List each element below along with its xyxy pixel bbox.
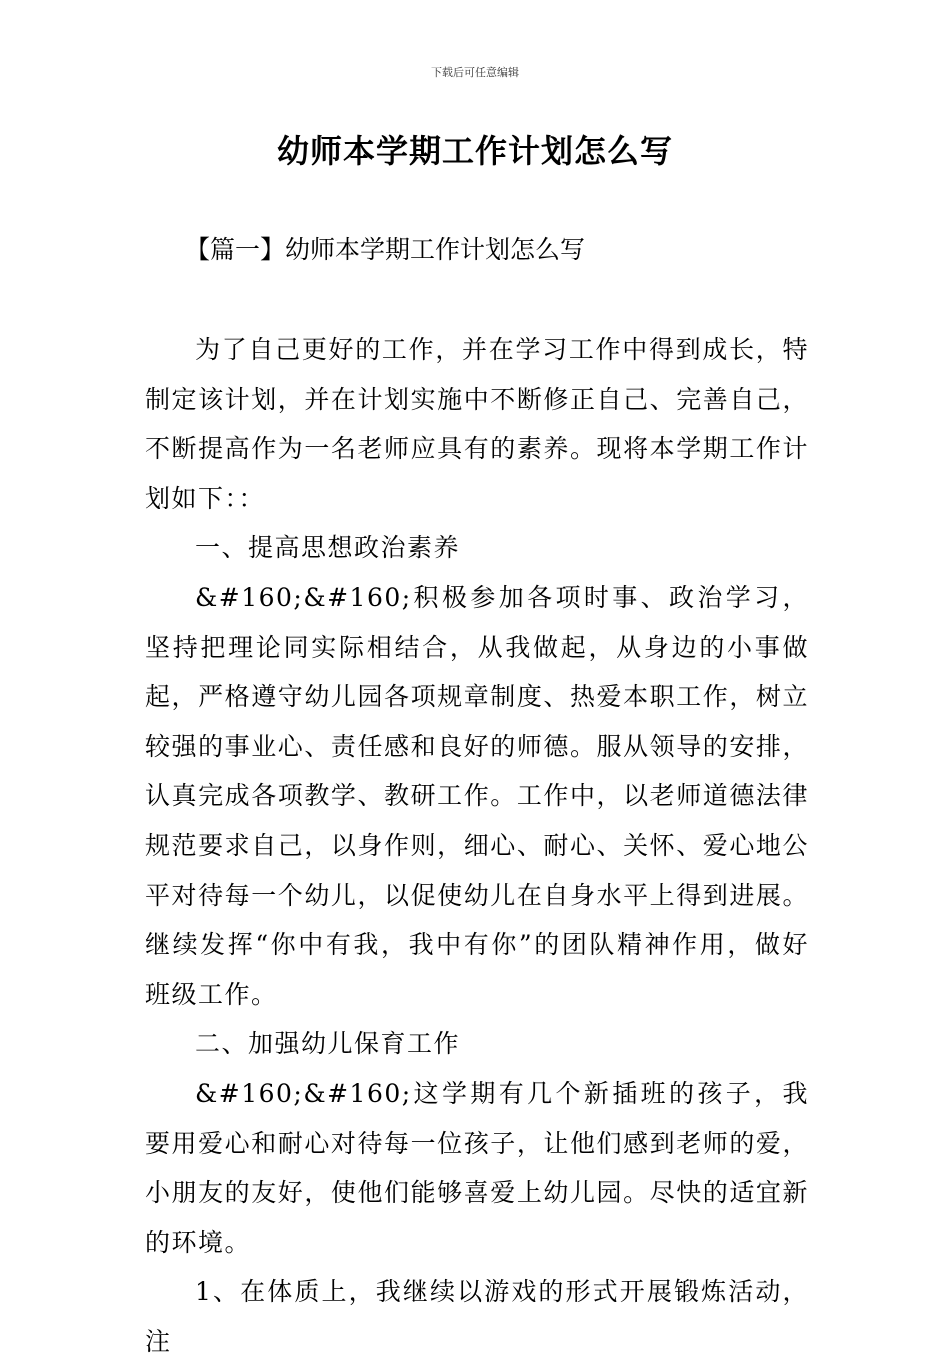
body-text [145,325,809,1366]
header-note: 下载后可任意编辑 [431,66,519,79]
section-heading: 【篇一】幼师本学期工作计划怎么写 [185,235,586,264]
document-title: 幼师本学期工作计划怎么写 [276,132,673,170]
subheading-political: 一、提高思想政治素养 [195,533,461,563]
paragraph-physical: 1、在体质上，我继续以游戏的形式开展锻炼活动，注 [145,1277,809,1356]
paragraph-political: &#160;&#160;积极参加各项时事、政治学习，坚持把理论同实际相结合，从我做起，从身边的小事做起，严格遵守幼儿园各项规章制度、热爱本职工作，树立较强的事业心、责任感和良好的师德。服从领导的安排，认真完成各项教学、教研工作。工作中，以老师道德法律规范要求自己，以身作则，细心、耐心、关怀、爱心地公平对待每一个幼儿，以促使幼儿在自身水平上得到进展。继续发挥“你中有我，我中有你”的团队精神作用，做好班级工作。 [145,582,809,1009]
paragraph-intro: 为了自己更好的工作，并在学习工作中得到成长，特制定该计划，并在计划实施中不断修正自己、完善自己，不断提高作为一名老师应具有的素养。现将本学期工作计划如下：： [145,335,809,513]
paragraph-care: &#160;&#160;这学期有几个新插班的孩子，我要用爱心和耐心对待每一位孩子，让他们感到老师的爱，小朋友的友好，使他们能够喜爱上幼儿园。尽快的适宜新的环境。 [145,1078,809,1257]
subheading-care: 二、加强幼儿保育工作 [195,1029,461,1059]
